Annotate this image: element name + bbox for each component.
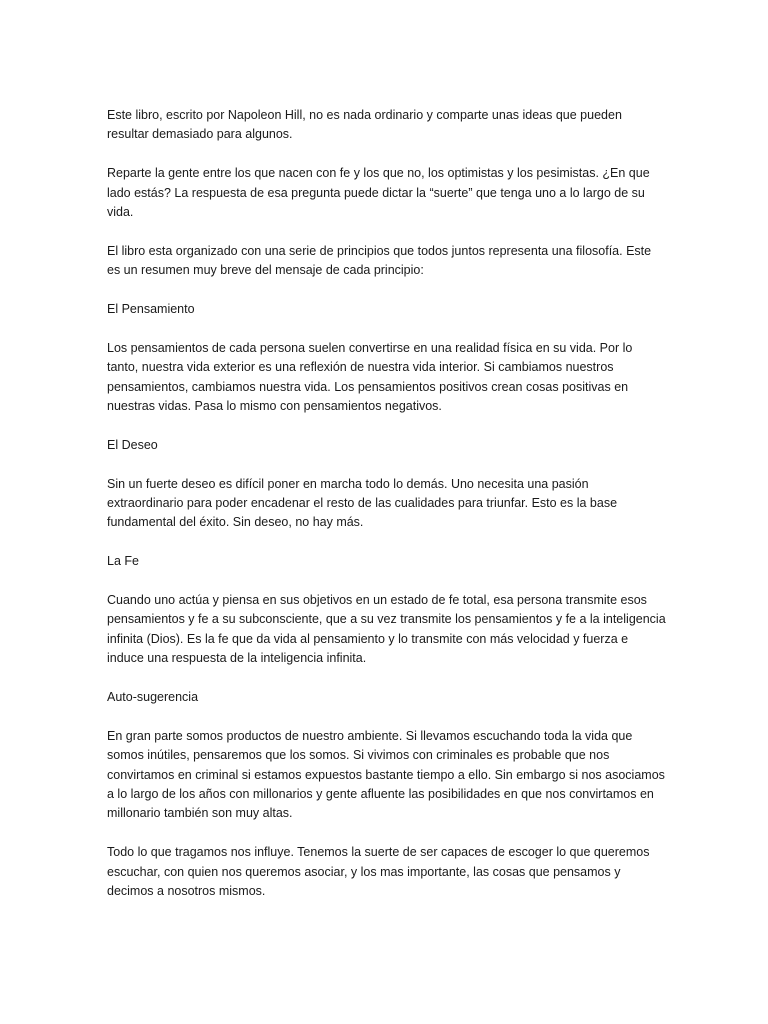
- section-body-pensamiento: Los pensamientos de cada persona suelen convertirse en una realidad física en su vida. Por lo tanto, nuestra vida exterior es una reflexión de nuestra vida interior. Si cambiamos nuestros pensamientos, cambiamos nuestra vida. Los pensamientos positivos crean cosas positivas en nuestras vidas. Pasa lo mismo con pensamientos negativos.: [107, 340, 633, 414]
- closing-paragraph: Todo lo que tragamos nos influye. Tenemos la suerte de ser capaces de escoger lo que queremos escuchar, con quien nos queremos asociar, y los mas importante, las cosas que pensamos y decimos a nosotros mismos.: [107, 845, 650, 899]
- section-body-auto-sugerencia: En gran parte somos productos de nuestro ambiente. Si llevamos escuchando toda la vida que somos inútiles, pensaremos que los somos. Si vivimos con criminales es probable que nos convirtamos en criminal si estamos expuestos bastante tiempo a ello. Sin embargo si nos asociamos a lo largo de los años con millonarios y gente afluente las posibilidades en que nos convirtamos en millonario también son muy altas.: [107, 728, 665, 821]
- intro-paragraph-3: El libro esta organizado con una serie de principios que todos juntos representa una filosofía. Este es un resumen muy breve del mensaje de cada principio:: [107, 243, 652, 278]
- document-body: [107, 106, 667, 921]
- section-body-deseo: Sin un fuerte deseo es difícil poner en marcha todo lo demás. Uno necesita una pasión extraordinario para poder encadenar el resto de las cualidades para triunfar. Esto es la base fundamental del éxito. Sin deseo, no hay más.: [107, 476, 618, 530]
- section-heading-auto-sugerencia: Auto-sugerencia: [107, 690, 199, 705]
- intro-paragraph-1: Este libro, escrito por Napoleon Hill, no es nada ordinario y comparte unas ideas que pueden resultar demasiado para algunos.: [107, 108, 622, 142]
- section-body-fe: Cuando uno actúa y piensa en sus objetivos en un estado de fe total, esa persona transmite esos pensamientos y fe a su subconsciente, que a su vez transmite los pensamientos y fe a la inteligencia infinita (Dios). Es la fe que da vida al pensamiento y lo transmite con más velocidad y fuerza e induce una respuesta de la inteligencia infinita.: [107, 593, 666, 666]
- section-heading-fe: La Fe: [107, 554, 139, 569]
- intro-paragraph-2: Reparte la gente entre los que nacen con fe y los que no, los optimistas y los pesimistas. ¿En que lado estás? La respuesta de esa pregunta puede dictar la “suerte” que tenga uno a lo largo de su vida.: [107, 166, 650, 220]
- section-heading-pensamiento: El Pensamiento: [107, 302, 195, 317]
- section-heading-deseo: El Deseo: [107, 437, 158, 452]
